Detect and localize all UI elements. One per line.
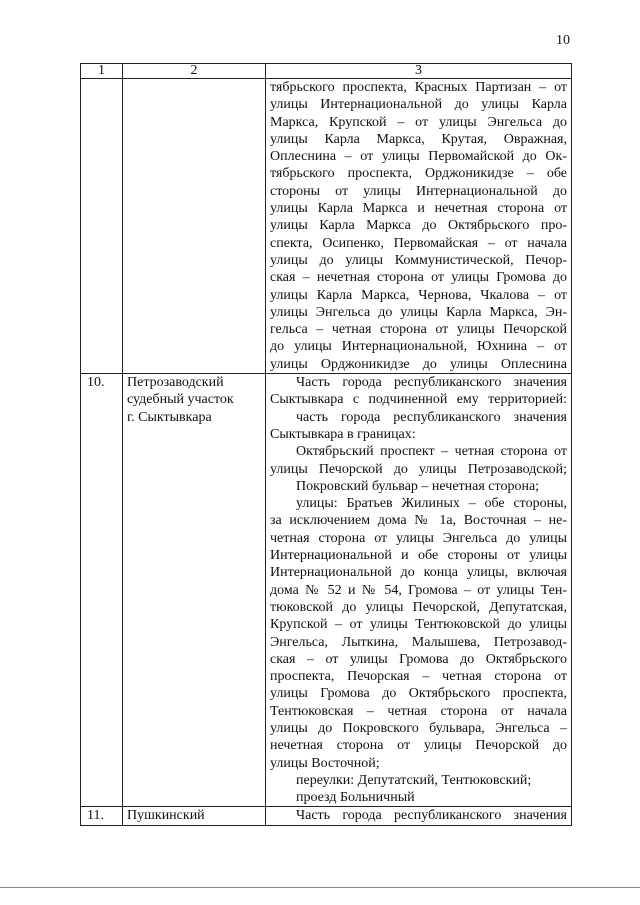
text-line: Крупской – от улицы Тентюковской до улицы	[270, 617, 567, 633]
text-line: улицы Интернациональной до улицы Карла	[270, 97, 567, 113]
text-line: улицы Восточной;	[270, 755, 380, 771]
table-row-11	[81, 807, 572, 825]
cell-territory	[266, 807, 572, 825]
text-line: Оплеснина – от улицы Первомайской до Ок-	[270, 149, 567, 165]
text-line: Сыктывкара в границах:	[270, 426, 416, 442]
court-name-line: Петрозаводский	[127, 375, 224, 391]
text-line: часть города республиканского значения	[296, 409, 567, 425]
text-line: Часть города республиканского значения	[296, 808, 567, 824]
header-col-3: 3	[266, 64, 572, 79]
text-line: ская – нечетная сторона от улицы Громова до	[270, 270, 567, 286]
bottom-divider	[0, 887, 640, 888]
cell-territory	[266, 374, 572, 807]
text-line: улицы Печорской до улицы Петрозаводской;	[270, 461, 567, 477]
text-line: Сыктывкара с подчиненной ему территорией:	[270, 392, 567, 408]
court-districts-table	[80, 63, 572, 826]
header-col-1: 1	[81, 64, 123, 79]
text-line: улицы Орджоникидзе до улицы Оплеснина	[270, 356, 567, 372]
text-line: проезд Больничный	[296, 790, 415, 806]
text-line: улицы до улицы Коммунистической, Печор-	[270, 252, 567, 268]
text-line: Маркса, Крупской – от улицы Энгельса до	[270, 114, 567, 130]
text-line: до улицы Интернациональной, Юхнина – от	[270, 339, 567, 355]
table-row-continued	[81, 79, 572, 374]
cell-number: 11.	[81, 807, 123, 825]
header-col-2: 2	[123, 64, 266, 79]
court-name-line: г. Сыктывкара	[127, 409, 212, 425]
text-line: переулки: Депутатский, Тентюковский;	[296, 772, 532, 788]
text-line: четная сторона от улицы Энгельса до улицы	[270, 530, 567, 546]
cell-court-name	[123, 374, 266, 807]
page-number: 10	[556, 33, 570, 48]
cell-territory-continued	[266, 79, 572, 374]
text-line: спекта, Осипенко, Первомайская – от начала	[270, 235, 567, 251]
text-line: улицы: Братьев Жилиных – обе стороны,	[296, 496, 567, 512]
text-line: ская – от улицы Громова до Октябрьского	[270, 651, 567, 667]
text-line: улицы Громова до Октябрьского проспекта,	[270, 686, 567, 702]
text-line: стороны от улицы Интернациональной до	[270, 183, 567, 199]
text-line: Энгельса, Лыткина, Малышева, Петрозавод-	[270, 634, 567, 650]
cell-number-empty	[81, 79, 123, 374]
text-line: улицы Карла Маркса, Чернова, Чкалова – от	[270, 287, 567, 303]
text-line: тябрьского проспекта, Красных Партизан – от	[270, 80, 567, 95]
text-line: Интернациональной и обе стороны от улицы	[270, 548, 567, 564]
text-line: улицы Карла Маркса до Октябрьского про-	[270, 218, 567, 234]
text-line: Интернациональной до конца улицы, включая	[270, 565, 567, 581]
text-line: тябрьского проспекта, Орджоникидзе – обе	[270, 166, 567, 182]
text-line: дома № 52 и № 54, Громова – от улицы Тен-	[270, 582, 567, 598]
text-line: гельса – четная сторона от улицы Печорской	[270, 322, 567, 338]
text-line: улицы Карла Маркса, Крутая, Овражная,	[270, 131, 567, 147]
text-line: Покровский бульвар – нечетная сторона;	[296, 478, 540, 494]
text-line: Октябрьский проспект – четная сторона от	[296, 444, 567, 460]
cell-name-empty	[123, 79, 266, 374]
text-line: Тентюковская – четная сторона от начала	[270, 703, 567, 719]
cell-court-name: Пушкинский	[123, 807, 266, 825]
text-line: нечетная сторона от улицы Печорской до	[270, 738, 567, 754]
cell-number: 10.	[81, 374, 123, 807]
table-header-row	[81, 64, 572, 79]
court-name-line: судебный участок	[127, 392, 234, 408]
table-row-10	[81, 374, 572, 807]
text-line: улицы Энгельса до улицы Карла Маркса, Эн-	[270, 304, 567, 320]
text-line: за исключением дома № 1а, Восточная – не-	[270, 513, 567, 529]
text-line: улицы Карла Маркса и нечетная сторона от	[270, 201, 567, 217]
text-line: тюковской до улицы Печорской, Депутатская,	[270, 599, 567, 615]
text-line: Часть города республиканского значения	[296, 375, 567, 391]
text-line: проспекта, Печорская – четная сторона от	[270, 669, 567, 685]
text-line: улицы до Покровского бульвара, Энгельса –	[270, 720, 567, 736]
